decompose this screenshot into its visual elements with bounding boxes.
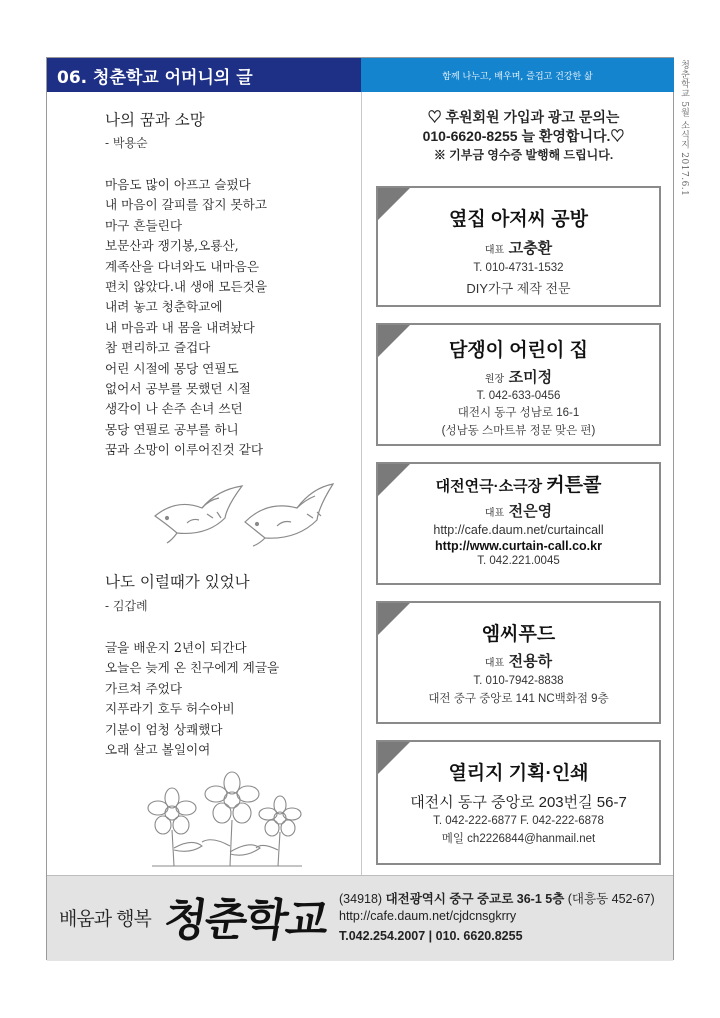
rep-label: 원장: [484, 374, 505, 385]
rep-name: 전은영: [508, 503, 553, 520]
slogan-text: 함께 나누고, 배우며, 즐겁고 건강한 삶: [442, 72, 593, 82]
rep-label: 대표: [484, 508, 505, 519]
rep-name: 고충환: [508, 240, 553, 257]
ad-line: DIY가구 제작 전문: [466, 281, 571, 296]
school-logo: 청춘학교: [160, 895, 330, 946]
corner-tab: [378, 464, 410, 496]
ad-title: 담쟁이 어린이 집: [448, 340, 589, 361]
poem-title-2: 나도 이럴때가 있었나: [105, 573, 250, 591]
ad-representative: [378, 500, 659, 521]
corner-tab: [378, 325, 410, 357]
postal-code: (34918): [339, 892, 383, 906]
footer-bar: [47, 875, 673, 961]
poem-line: 오래 살고 볼일이여: [105, 741, 211, 757]
poem-line: 몽당 연필로 공부를 하니: [105, 421, 239, 437]
ad-card-daycare: [376, 323, 661, 446]
ad-line: (성남동 스마트뷰 정문 맞은 편): [441, 425, 596, 437]
ad-card-theater: [376, 462, 661, 585]
footer-cafe-link[interactable]: http://cafe.daum.net/cjdcnsgkrry: [339, 909, 517, 923]
notice-receipt: ※ 기부금 영수증 발행해 드립니다.: [433, 148, 614, 162]
ad-title: 옆집 아저씨 공방: [448, 209, 589, 230]
ad-line: T. 042.221.0045: [477, 555, 560, 567]
poem-author-1: - 박용순: [105, 136, 148, 150]
notice-line-1: ♡ 후원회원 가입과 광고 문의는: [427, 109, 620, 125]
poem-line: 글을 배운지 2년이 되간다: [105, 640, 247, 655]
website-link[interactable]: http://www.curtain-call.co.kr: [435, 539, 602, 553]
doves-illustration: [147, 478, 337, 548]
poem-body-1: [105, 175, 267, 460]
ad-line: T. 010-4731-1532: [473, 262, 564, 274]
poem-line: 마구 흔들린다: [105, 217, 182, 233]
poem-line: 내려 놓고 청춘학교에: [105, 299, 223, 315]
ad-title: [378, 470, 659, 497]
poem-line: 지푸라기 호두 허수아비: [105, 701, 235, 717]
donation-notice: [381, 108, 666, 164]
rep-label: 대표: [484, 658, 505, 669]
ad-line: 대전 중구 중앙로 141 NC백화점 9층: [428, 693, 609, 705]
poem-line: 생각이 나 손주 손녀 쓰던: [105, 401, 243, 417]
side-issue-label: 청춘학교 5월 소식지 2017.6.1: [679, 60, 689, 197]
rep-name: 조미정: [508, 369, 553, 386]
ad-title-prefix: 대전연극·소극장: [435, 478, 547, 495]
ad-title: 엠씨푸드: [481, 624, 556, 645]
corner-tab: [378, 742, 410, 774]
poem-line: 내 마음이 갈피를 잡지 못하고: [105, 197, 267, 213]
poem-line: 어린 시절에 몽당 연필도: [105, 360, 239, 376]
poem-line: 내 마음과 내 몸을 내려놨다: [105, 319, 255, 335]
slogan-banner: [361, 58, 674, 92]
poem-line: 가르쳐 주었다: [105, 680, 182, 696]
poem-line: 오늘은 늦게 온 친구에게 계글을: [105, 660, 280, 676]
poem-title-1: 나의 꿈과 소망: [105, 111, 205, 129]
ad-representative: [378, 650, 659, 671]
poem-line: 꿈과 소망이 이루어진것 같다: [105, 442, 263, 458]
newsletter-page: [46, 57, 674, 960]
poem-line: 마음도 많이 아프고 슬펐다: [105, 177, 251, 192]
ad-line: 대전시 동구 성남로 16-1: [457, 407, 580, 419]
ad-line: T. 042-633-0456: [476, 390, 561, 402]
rep-name: 전용하: [508, 653, 553, 670]
poem-author-2: - 김갑례: [105, 599, 148, 613]
notice-phone: 010-6620-8255 늘 환영합니다.♡: [422, 128, 625, 144]
ad-email: 메일 ch2226844@hanmail.net: [441, 833, 596, 845]
poem-line: 편치 않았다.내 생애 모든것을: [105, 278, 267, 294]
poem-line: 참 편리하고 즐겁다: [105, 340, 211, 356]
section-title: 06. 청춘학교 어머니의 글: [57, 68, 253, 88]
ad-card-printing: [376, 740, 661, 865]
ad-title: 열리지 기획·인쇄: [448, 763, 589, 784]
footer-address: [339, 889, 655, 907]
address-extra: (대흥동 452-67): [567, 892, 655, 906]
poem-line: 보문산과 쟁기봉,오룡산,: [105, 238, 239, 254]
ad-representative: [378, 366, 659, 387]
corner-tab: [378, 188, 410, 220]
corner-tab: [378, 603, 410, 635]
footer-phones: T.042.254.2007 | 010. 6620.8255: [339, 929, 523, 943]
ad-card-mcfood: [376, 601, 661, 724]
logo-tagline: 배움과 행복: [59, 908, 151, 930]
ad-line: T. 010-7942-8838: [473, 675, 564, 687]
ad-address: 대전시 동구 중앙로 203번길 56-7: [410, 794, 627, 811]
ad-line: T. 042-222-6877 F. 042-222-6878: [433, 815, 604, 827]
poem-line: 기분이 엄청 상쾌했다: [105, 721, 223, 737]
column-divider: [361, 92, 362, 875]
ad-representative: [378, 237, 659, 258]
rep-label: 대표: [484, 245, 505, 256]
ad-title-main: 커튼콜: [546, 475, 602, 496]
poem-body-2: [105, 638, 279, 760]
poem-line: 계족산을 다녀와도 내마음은: [105, 258, 259, 274]
flowers-illustration: [132, 768, 312, 868]
ad-card-workshop: [376, 186, 661, 307]
poem-line: 없어서 공부를 못했던 시절: [105, 380, 251, 396]
section-header: [47, 58, 361, 92]
cafe-link[interactable]: http://cafe.daum.net/curtaincall: [433, 523, 604, 537]
address-main: 대전광역시 중구 중교로 36-1 5층: [385, 892, 565, 906]
